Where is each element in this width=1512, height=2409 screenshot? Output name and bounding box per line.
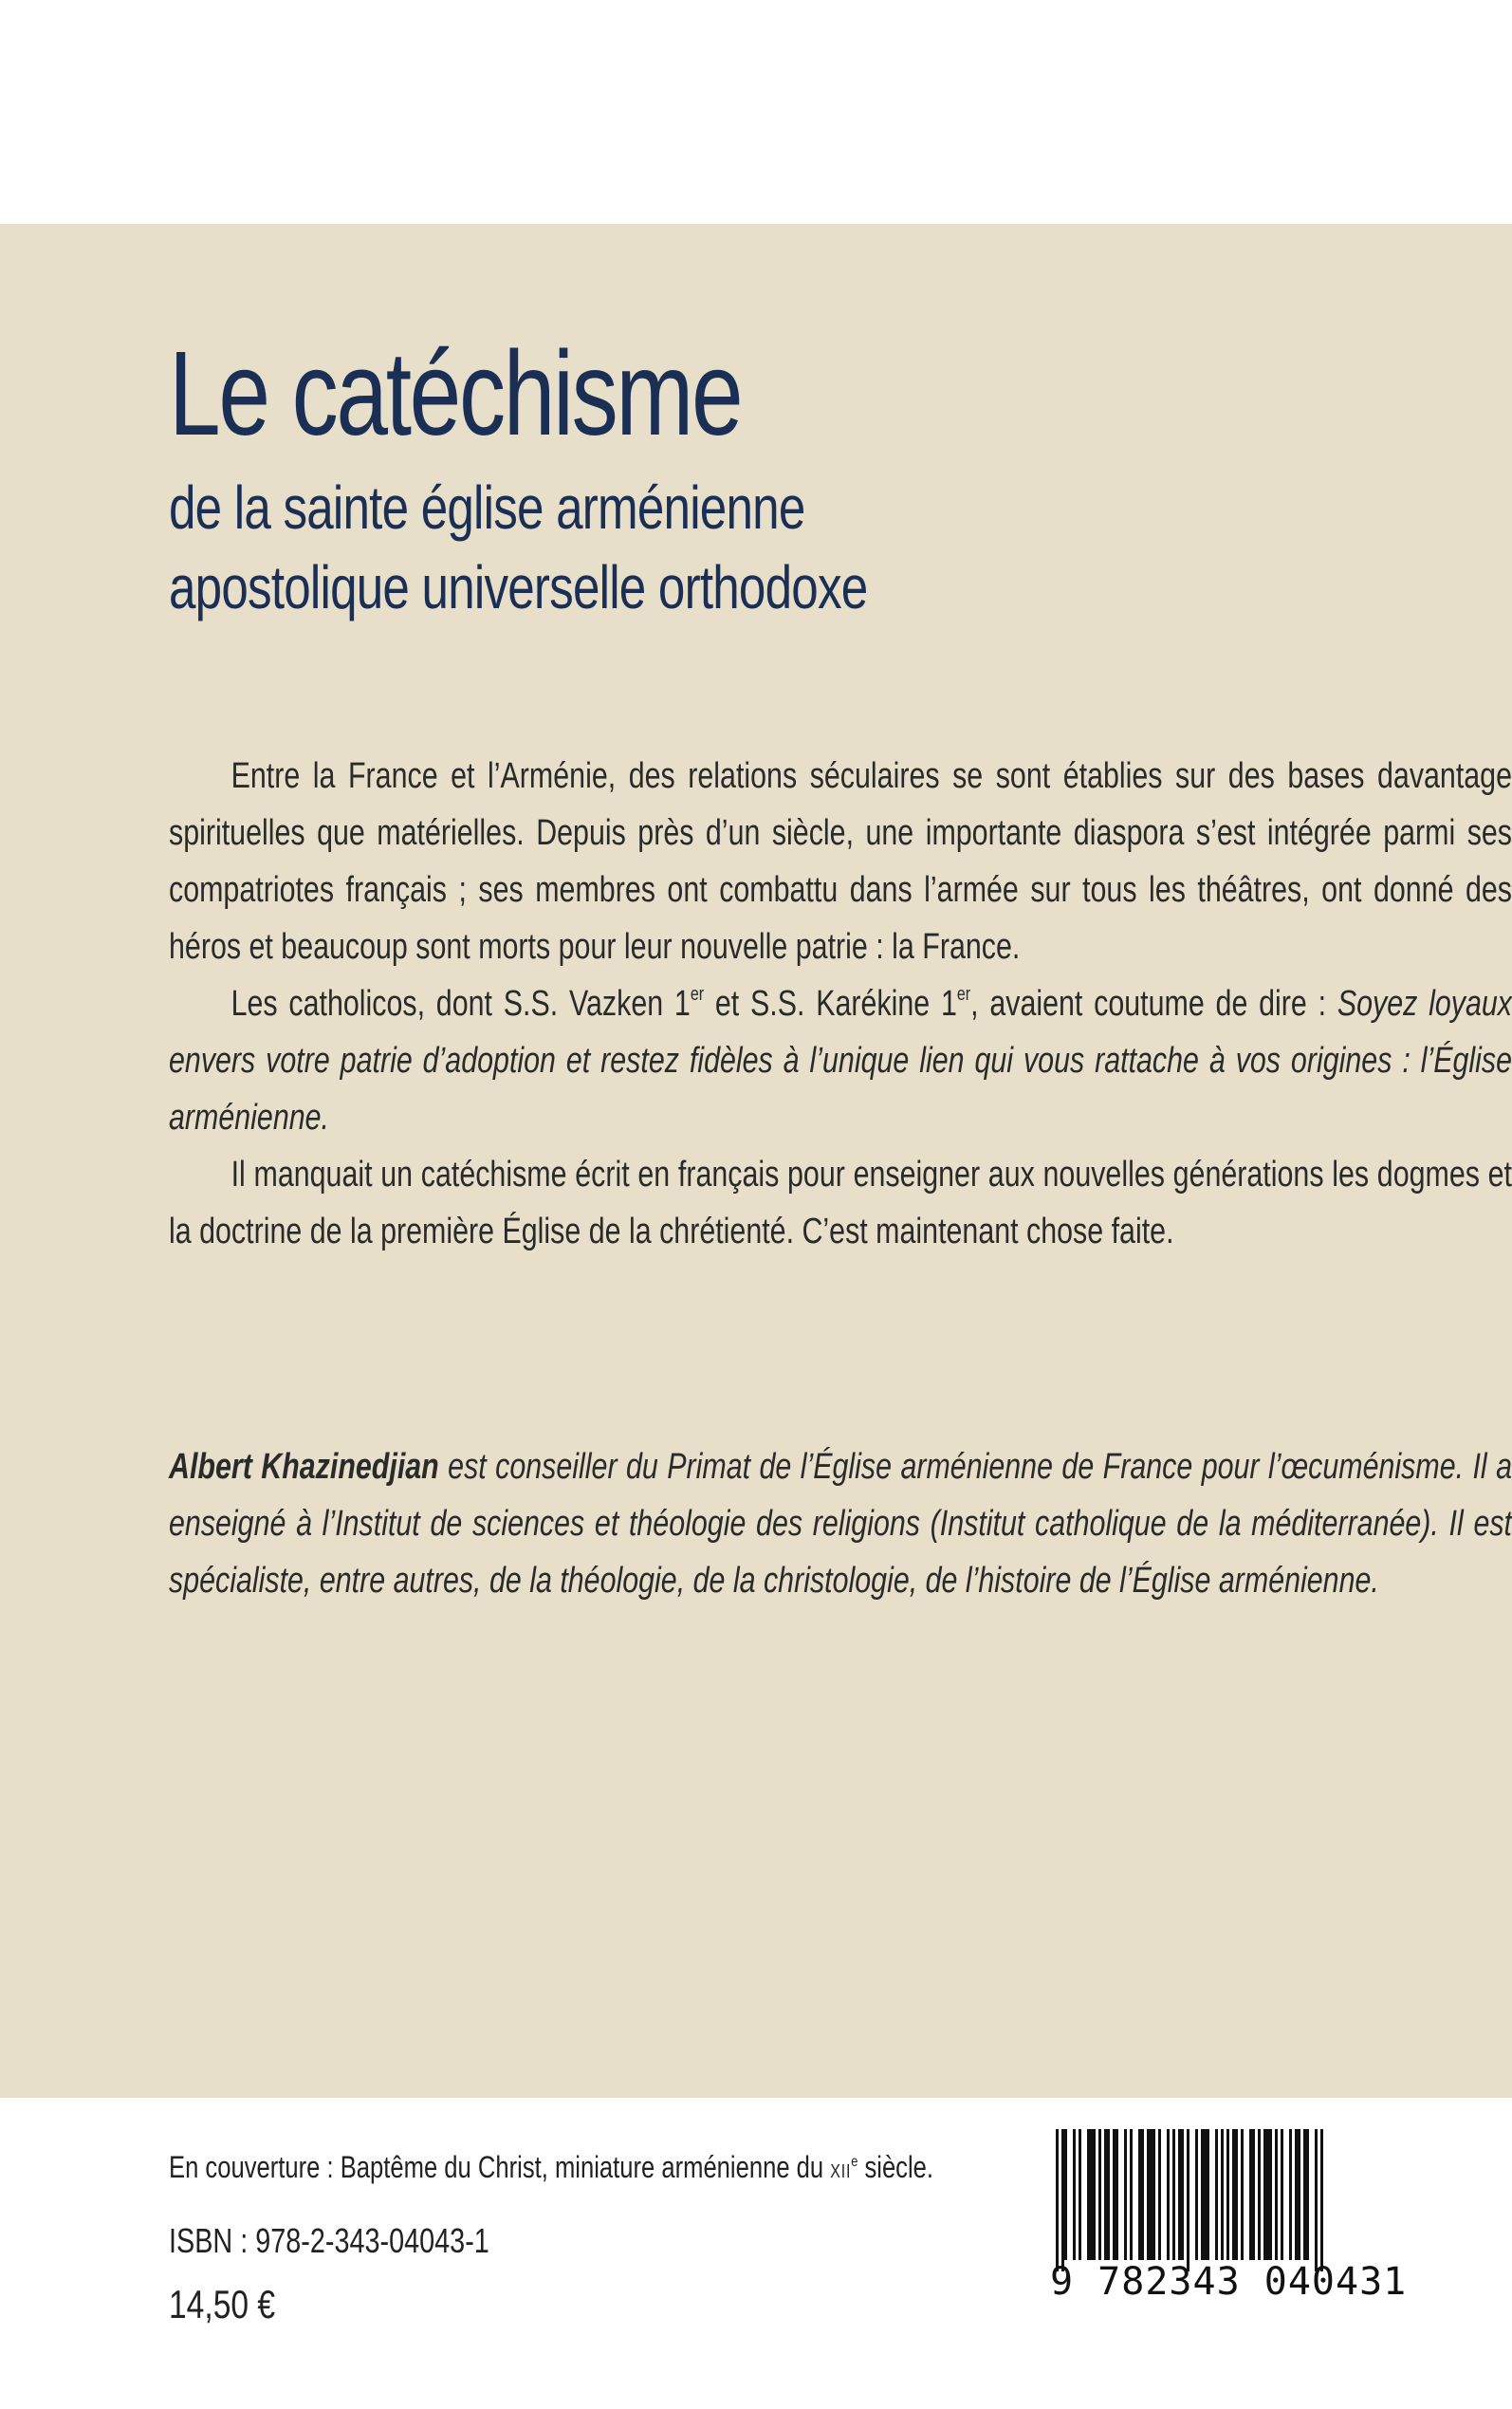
blurb-p2-part-b: et S.S. Karékine 1 <box>704 984 957 1024</box>
barcode-bar <box>1315 2129 1318 2271</box>
blurb-paragraph-2 <box>169 975 1512 1146</box>
blurb <box>169 748 1512 1260</box>
barcode-bar <box>1320 2129 1323 2271</box>
credit-century-sup: e <box>851 2154 858 2170</box>
blurb-p2-part-c: , avaient coutume de dire : <box>970 984 1337 1024</box>
barcode-digits: 9 782343 040431 <box>1050 2260 1408 2304</box>
barcode-bar <box>1124 2129 1127 2260</box>
barcode-bar <box>1098 2129 1101 2260</box>
credit-century: XII <box>830 2161 852 2182</box>
barcode-bar <box>1201 2129 1204 2260</box>
barcode-bar <box>1113 2129 1116 2260</box>
barcode-bar <box>1252 2129 1255 2260</box>
barcode-bar <box>1306 2129 1309 2260</box>
barcode-bar <box>1116 2129 1118 2260</box>
barcode-bar <box>1249 2129 1252 2260</box>
barcode-bar <box>1289 2129 1292 2260</box>
barcode-bar <box>1178 2129 1181 2260</box>
barcode-bar <box>1298 2129 1300 2260</box>
blurb-paragraph-3: Il manquait un catéchisme écrit en français pour enseigner aux nouvelles générations les dogmes et la doctrine de la première Église de la chrétienté. C’est maintenant chose faite. <box>169 1155 1512 1251</box>
blurb-paragraph-1: Entre la France et l’Arménie, des relations séculaires se sont établies sur des bases davantage spirituelles que matérielles. Depuis près d’un siècle, une importante diaspora s’est intégrée parmi ses compatriotes français ; ses membres ont combattu dans l’armée sur tous les théâtres, ont donné des héros et beaucoup sont morts pour leur nouvelle patrie : la France. <box>169 756 1512 967</box>
barcode-bar <box>1195 2129 1198 2260</box>
barcode-bar <box>1147 2129 1150 2260</box>
barcode-bar <box>1079 2129 1081 2260</box>
barcode-bar <box>1158 2129 1161 2260</box>
barcode-bar <box>1295 2129 1298 2260</box>
barcode-bars <box>1050 2129 1331 2271</box>
barcode-bar <box>1104 2129 1107 2260</box>
barcode-bar <box>1275 2129 1278 2260</box>
barcode-bar <box>1056 2129 1059 2271</box>
barcode-bar <box>1281 2129 1283 2260</box>
barcode-bar <box>1167 2129 1170 2260</box>
barcode-bar <box>1235 2129 1238 2260</box>
barcode-bar <box>1061 2129 1064 2271</box>
barcode-bar <box>1150 2129 1152 2260</box>
subtitle-line-2: apostolique universelle orthodoxe <box>169 553 868 621</box>
superscript-er-1: er <box>690 984 705 1005</box>
barcode-bar <box>1263 2129 1266 2260</box>
barcode-bar <box>1130 2129 1133 2260</box>
barcode-bar <box>1181 2129 1184 2260</box>
barcode-bar <box>1204 2129 1207 2260</box>
barcode-bar <box>1152 2129 1155 2260</box>
barcode-bar <box>1221 2129 1224 2260</box>
barcode-bar <box>1172 2129 1175 2260</box>
barcode-bar <box>1215 2129 1218 2260</box>
barcode-bar <box>1093 2129 1096 2260</box>
barcode-bar <box>1138 2129 1141 2260</box>
quotation: Soyez loyaux envers votre patrie d’adoption et restez fidèles à l’unique lien qui vous rattache à vos origines : l’Église arménienne. <box>169 984 1512 1138</box>
price: 14,50 € <box>169 2282 276 2326</box>
barcode-bar <box>1073 2129 1076 2260</box>
barcode-bar <box>1258 2129 1261 2260</box>
barcode <box>1050 2129 1408 2307</box>
barcode-bar <box>1226 2129 1229 2260</box>
blurb-p2-part-a: Les catholicos, dont S.S. Vazken 1 <box>230 984 691 1024</box>
credit-suffix: siècle. <box>857 2150 934 2184</box>
barcode-bar <box>1207 2129 1209 2260</box>
superscript-er-2: er <box>956 984 971 1005</box>
subtitle-line-1: de la sainte église arménienne <box>169 473 805 542</box>
barcode-bar <box>1187 2129 1189 2271</box>
barcode-bar <box>1232 2129 1235 2260</box>
barcode-bar <box>1241 2129 1244 2260</box>
credit-text: En couverture : Baptême du Christ, miniature arménienne du <box>169 2150 831 2184</box>
barcode-bar <box>1107 2129 1110 2260</box>
barcode-bar <box>1141 2129 1144 2260</box>
barcode-bar <box>1266 2129 1269 2260</box>
isbn: ISBN : 978-2-343-04043-1 <box>169 2221 489 2260</box>
barcode-bar <box>1090 2129 1093 2260</box>
barcode-bar <box>1269 2129 1272 2260</box>
cover-credit <box>169 2148 933 2191</box>
author-name: Albert Khazinedjian <box>169 1447 439 1487</box>
barcode-bar <box>1087 2129 1090 2260</box>
author-bio-text: est conseiller du Primat de l’Église arménienne de France pour l’œcuménisme. Il a enseigné à l’Institut de sciences et théologie des religions (Institut catholique de la méditerranée). Il est spécialiste, entre autres, de la théologie, de la christologie, de l’histoire de l’Église arménienne. <box>169 1447 1512 1601</box>
barcode-bar <box>1064 2129 1067 2260</box>
author-bio <box>169 1438 1512 1609</box>
book-title: Le catéchisme <box>169 326 742 460</box>
barcode-bar <box>1303 2129 1306 2260</box>
